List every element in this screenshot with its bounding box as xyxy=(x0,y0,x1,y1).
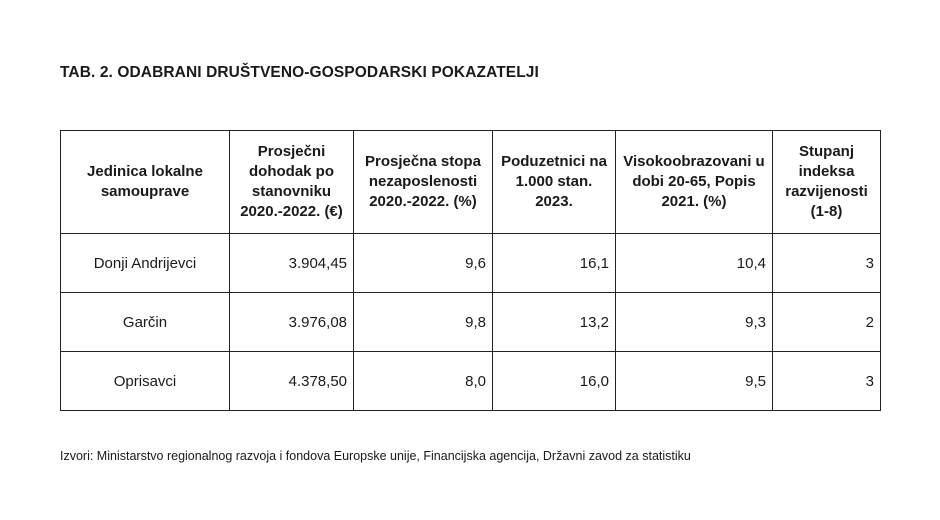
cell-development-index: 3 xyxy=(773,352,881,411)
cell-income: 3.904,45 xyxy=(230,234,354,293)
cell-entrepreneurs: 13,2 xyxy=(493,293,616,352)
column-header-unemployment: Prosječna stopa nezaposlenosti 2020.-2022. (%) xyxy=(354,131,493,234)
column-header-higher-educated: Visokoobrazovani u dobi 20-65, Popis 2021. (%) xyxy=(616,131,773,234)
cell-entrepreneurs: 16,0 xyxy=(493,352,616,411)
cell-unemployment: 9,6 xyxy=(354,234,493,293)
table-row xyxy=(61,352,881,411)
column-header-entrepreneurs: Poduzetnici na 1.000 stan. 2023. xyxy=(493,131,616,234)
cell-unemployment: 9,8 xyxy=(354,293,493,352)
cell-unemployment: 8,0 xyxy=(354,352,493,411)
cell-income: 3.976,08 xyxy=(230,293,354,352)
cell-higher-educated: 9,3 xyxy=(616,293,773,352)
table-row xyxy=(61,234,881,293)
column-header-unit: Jedinica lokalne samouprave xyxy=(61,131,230,234)
indicators-table xyxy=(60,130,881,411)
cell-unit: Donji Andrijevci xyxy=(61,234,230,293)
cell-development-index: 2 xyxy=(773,293,881,352)
column-header-income: Prosječni dohodak po stanovniku 2020.-2022. (€) xyxy=(230,131,354,234)
cell-income: 4.378,50 xyxy=(230,352,354,411)
source-note: Izvori: Ministarstvo regionalnog razvoja i fondova Europske unije, Financijska agencija, Državni zavod za statistiku xyxy=(60,449,691,463)
column-header-development-index: Stupanj indeksa razvijenosti (1-8) xyxy=(773,131,881,234)
cell-development-index: 3 xyxy=(773,234,881,293)
table-header-row xyxy=(61,131,881,234)
table-row xyxy=(61,293,881,352)
table-title: TAB. 2. ODABRANI DRUŠTVENO-GOSPODARSKI POKAZATELJI xyxy=(60,64,539,81)
cell-higher-educated: 10,4 xyxy=(616,234,773,293)
cell-unit: Oprisavci xyxy=(61,352,230,411)
cell-entrepreneurs: 16,1 xyxy=(493,234,616,293)
cell-higher-educated: 9,5 xyxy=(616,352,773,411)
cell-unit: Garčin xyxy=(61,293,230,352)
